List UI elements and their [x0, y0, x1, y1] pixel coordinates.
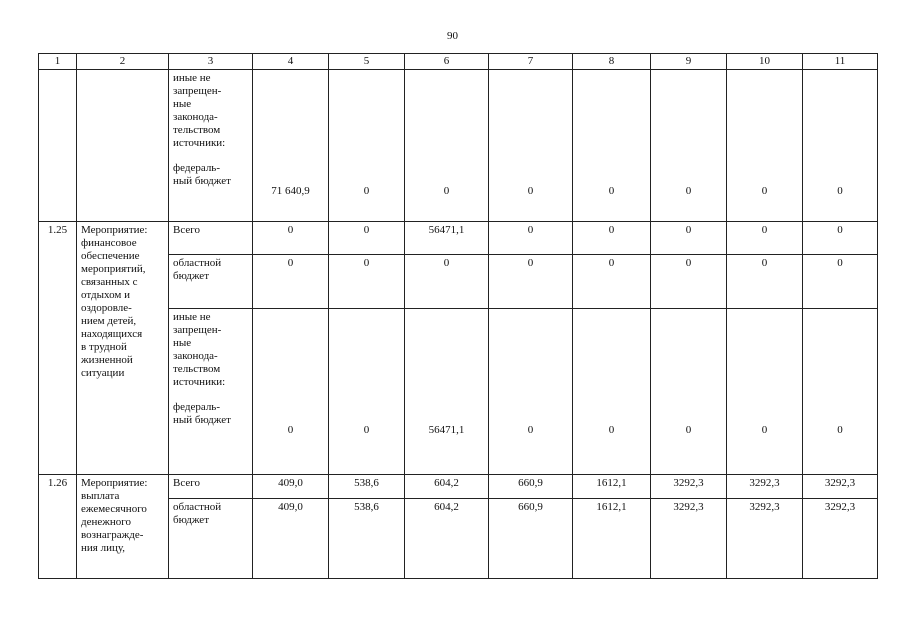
- page-number: 90: [447, 30, 458, 42]
- row-number-cell: 1.25: [39, 222, 77, 475]
- value-cell: 0: [253, 309, 329, 475]
- funding-source-cell: Всего: [169, 475, 253, 499]
- value-cell: 0: [727, 70, 803, 222]
- column-header: 4: [253, 54, 329, 70]
- value-cell: 604,2: [405, 475, 489, 499]
- value-cell: 56471,1: [405, 222, 489, 255]
- funding-source-cell: иные не запрещен- ные законода- тельством источники: федераль- ный бюджет: [169, 309, 253, 475]
- value-cell: 538,6: [329, 475, 405, 499]
- table-row: [39, 475, 878, 499]
- row-number-cell: [39, 70, 77, 222]
- value-cell: 0: [727, 222, 803, 255]
- value-cell: 0: [329, 255, 405, 309]
- funding-source-cell: областной бюджет: [169, 499, 253, 579]
- value-cell: 0: [329, 70, 405, 222]
- value-cell: 0: [405, 255, 489, 309]
- value-cell: 604,2: [405, 499, 489, 579]
- activity-cell: Мероприятие: финансовое обеспечение мероприятий, связанных с отдыхом и оздоровле- нием детей, находящихся в трудной жизненной ситуации: [77, 222, 169, 475]
- value-cell: 0: [573, 70, 651, 222]
- value-cell: 0: [489, 70, 573, 222]
- column-header: 6: [405, 54, 489, 70]
- value-cell: 3292,3: [727, 499, 803, 579]
- column-header: 11: [803, 54, 878, 70]
- value-cell: 0: [253, 222, 329, 255]
- value-cell: 409,0: [253, 499, 329, 579]
- column-header: 8: [573, 54, 651, 70]
- value-cell: 0: [329, 309, 405, 475]
- value-cell: 0: [803, 255, 878, 309]
- column-header: 2: [77, 54, 169, 70]
- value-cell: 0: [573, 255, 651, 309]
- column-header: 1: [39, 54, 77, 70]
- value-cell: 0: [573, 222, 651, 255]
- value-cell: 0: [727, 309, 803, 475]
- value-cell: 0: [489, 222, 573, 255]
- table-header-row: [39, 54, 878, 70]
- value-cell: 3292,3: [803, 499, 878, 579]
- value-cell: 1612,1: [573, 499, 651, 579]
- value-cell: 0: [573, 309, 651, 475]
- table-row: [39, 70, 878, 222]
- activity-cell: Мероприятие: выплата ежемесячного денежного вознагражде- ния лицу,: [77, 475, 169, 579]
- column-header: 7: [489, 54, 573, 70]
- value-cell: 538,6: [329, 499, 405, 579]
- value-cell: 0: [803, 70, 878, 222]
- funding-source-cell: иные не запрещен- ные законода- тельством источники: федераль- ный бюджет: [169, 70, 253, 222]
- column-header: 3: [169, 54, 253, 70]
- value-cell: 3292,3: [651, 499, 727, 579]
- value-cell: 0: [803, 309, 878, 475]
- value-cell: 409,0: [253, 475, 329, 499]
- column-header: 5: [329, 54, 405, 70]
- funding-source-cell: Всего: [169, 222, 253, 255]
- value-cell: 0: [489, 255, 573, 309]
- value-cell: 1612,1: [573, 475, 651, 499]
- value-cell: 0: [651, 309, 727, 475]
- row-number-cell: 1.26: [39, 475, 77, 579]
- value-cell: 660,9: [489, 475, 573, 499]
- column-header: 9: [651, 54, 727, 70]
- value-cell: 660,9: [489, 499, 573, 579]
- value-cell: 0: [651, 70, 727, 222]
- value-cell: 0: [651, 222, 727, 255]
- value-cell: 3292,3: [803, 475, 878, 499]
- value-cell: 0: [329, 222, 405, 255]
- value-cell: 0: [405, 70, 489, 222]
- value-cell: 71 640,9: [253, 70, 329, 222]
- value-cell: 0: [253, 255, 329, 309]
- value-cell: 0: [651, 255, 727, 309]
- value-cell: 0: [489, 309, 573, 475]
- budget-table: [38, 53, 878, 579]
- value-cell: 0: [727, 255, 803, 309]
- column-header: 10: [727, 54, 803, 70]
- funding-source-cell: областной бюджет: [169, 255, 253, 309]
- activity-cell: [77, 70, 169, 222]
- value-cell: 56471,1: [405, 309, 489, 475]
- table-row: [39, 222, 878, 255]
- value-cell: 3292,3: [727, 475, 803, 499]
- value-cell: 3292,3: [651, 475, 727, 499]
- value-cell: 0: [803, 222, 878, 255]
